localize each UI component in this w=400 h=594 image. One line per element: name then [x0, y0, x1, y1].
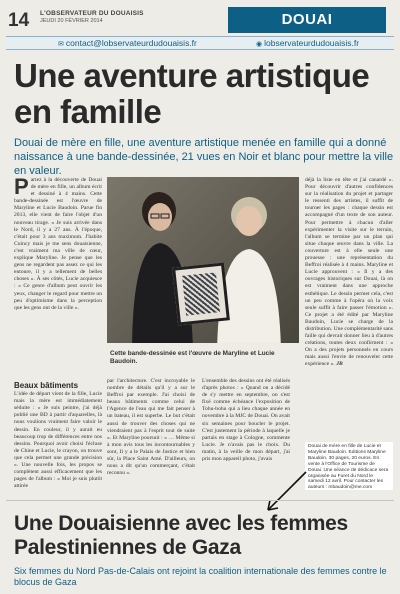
article-headline: Une aventure artistique en famille — [14, 57, 370, 130]
section-banner: DOUAI — [228, 7, 386, 33]
article-column-4 — [305, 177, 393, 369]
column-1-body: L'idée de départ vient de la fille, Lucie mais la mère est immédiatement séduite : « Je suis peintre, j'ai déjà publié une BD à partir d'aquarelles, là nous voulions vraiment faire valoir le dessin. En couleur, il y aurait eu beaucoup trop de différences entre nos dessins. Pourquoi avoir choisi l'écluse de Chine et Lucie, le crayon, on trouve que cela permet une grande précision ». Une nouvelle fois, les propos se complètent aussi efficacement que les pages de l'album : « Moi je suis plutôt attirée — [14, 391, 102, 490]
photo-artwork — [182, 272, 220, 315]
contact-email[interactable] — [58, 38, 197, 48]
article-lead: Douai de mère en fille, une aventure artistique menée en famille qui a donné naissance à une bande-dessinée, 21 vues en Noir et blanc pour mettre la ville en valeur. — [14, 137, 394, 177]
contact-bar — [6, 36, 394, 50]
secondary-lead: Six femmes du Nord Pas-de-Calais ont rejoint la coalition internationale des femmes contre le blocus de Gaza — [14, 566, 387, 587]
photo-artwork-frame — [172, 262, 230, 325]
author-signature: JB — [336, 361, 343, 368]
article-column-1-lower — [14, 378, 102, 490]
column-4-text: déjà la liste en tête et j'ai canardé ». Pour découvrir d'autres confidences sur la réalisation du projet et partager le ressenti des artistes, il suffit de tourner les pages : chaque dessin est accompagné d'un texte de son auteur. Pour permettre à chacun d'aller expérimenter la visite sur le terrain, l'album se termine par un plan qui situe chaque œuvre dans la ville. La couverture est à elle seule une prouesse : une représentation du Beffroi réalisée à 4 mains. Maryline et Lucie approuvent : « Il y a des ouvrages historiques sur Douai, là on est vraiment dans une approche esthétique. Le dessin permet cela, c'est un peu comme à l'opéra où la voix seule suffit à faire passer l'émotion ». Ce projet a été édité par Maryline Baudoin, Lucie se charge de la distribution. Une complémentarité sans faille qui devrait donner lieu à d'autres créations, toutes deux confirment : « On a des projets personnels en cours mais aussi l'envie de renouveler cette expérience ». — [305, 177, 393, 368]
contact-email-text: contact@lobservateurdudouaisis.fr — [65, 38, 197, 48]
section-divider — [6, 500, 394, 501]
envelope-icon: ✉ — [58, 41, 64, 48]
article-photo — [107, 177, 299, 343]
article-column-3: L'ensemble des dessins ont été réalisés d'après photos : « Quand on a décidé de s'y mettre en septembre, on s'est fixé comme échéance l'exposition de Tohu-bohu qui a lieu chaque année en novembre à la MJC de Douai. On avait six semaines pour boucler le projet. C'est justement la période à laquelle je partais en stage à Cologne, commente Lucie. Je n'avais pas le choix. Du matin, à la veille de mon départ, j'ai pris mon appareil photo, j'avais — [202, 378, 290, 463]
article-column-2: par l'architecture. C'est incroyable le nombre de détails qu'il y a sur le Beffroi par exemple. J'ai choisi de beaux bâtiments comme celui de l'Agence de l'eau qui me fait penser à un bateau, il est superbe. Le but c'était aussi de trouver des choses qui ne viendraient pas à l'esprit tout de suite ». Et Maryline poursuit : « … Même si à mon avis tous les incontournables y sont, Il y a le Palais de Justice et bien sûr, la Place Saint Amé. D'ailleurs, on nous a dit qu'un commerçant, c'était reconnu ». — [107, 378, 195, 477]
photo-caption: Cette bande-dessinée est l'œuvre de Maryline et Lucie Baudoin. — [110, 350, 275, 365]
masthead: L'OBSERVATEUR DU DOUAISIS — [40, 10, 144, 17]
drop-cap: P — [14, 174, 29, 199]
arrow-icon — [264, 470, 308, 514]
article-column-1 — [14, 174, 102, 312]
page-number: 14 — [8, 10, 30, 31]
contact-website-text: lobservateurdudouaisis.fr — [264, 38, 360, 48]
info-box: Douai de mère en fille de Lucie et Maryline Baudoin. Editions Maryline Baudoin. 30 pages, 20 euros. En vente à l'Office de Tourisme de Douai. Une séance de dédicace sera organisée au Furet du Nord le samedi 12 avril. Pour contacter les auteurs : mbaudoin@me.com — [305, 442, 393, 490]
globe-icon: ◉ — [256, 41, 263, 48]
secondary-headline: Une Douaisienne avec les femmes Palestiniennes de Gaza — [14, 512, 348, 559]
dateline: JEUDI 20 FÉVRIER 2014 — [40, 18, 103, 24]
contact-website[interactable] — [256, 38, 359, 48]
column-1-intro: artez à la découverte de Douai de mère en fille, un album écrit et dessiné à 4 mains. Cette bande-dessinée est l'œuvre de Maryline et Lucie Baudoin. Parue fin 2013, elle vient de faire l'objet d'un nouveau tirage. « Je suis arrivée dans le Nord, il y a 27 ans. À l'époque, c'était pour 3 ans maximum. J'habite Cuincy mais je me sens douaisienne, c'est vraiment ma ville de cœur, explique Maryline. Je pense que les gens ne regardent pas assez ce qui les entoure, il y a tellement de belles choses ». À ses côtés, Lucie acquiesce : « Ce genre d'album peut ouvrir les yeux, changer le regard pour mettre un peu d'optimisme dans la perception que les gens ont de la ville ». — [14, 177, 102, 311]
page-header — [6, 6, 394, 34]
article-subhead: Beaux bâtiments — [14, 381, 79, 390]
